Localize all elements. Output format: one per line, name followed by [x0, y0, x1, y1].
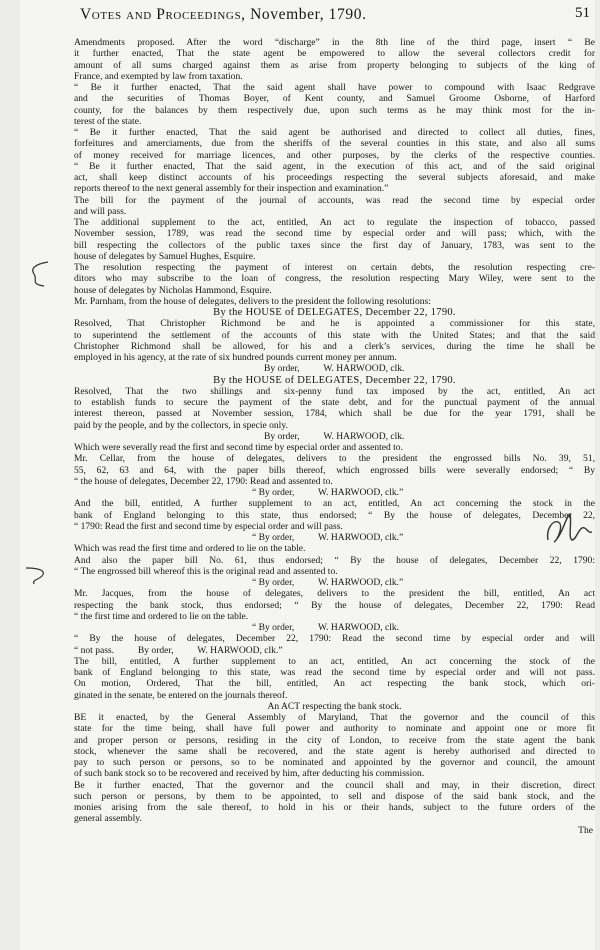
- text-line: such person or persons, by them to be appointed, to sell and dispose of the said bank stock, and the: [74, 790, 595, 802]
- text-line: Which was read the first time and ordered to lie on the table.: [74, 543, 306, 555]
- text-line: “ the first time and ordered to lie on the table.: [74, 610, 249, 622]
- margin-hook-mark: [22, 564, 52, 588]
- text-line: Mr. Parnham, from the house of delegates, delivers to the president the following resolutions:: [74, 295, 431, 307]
- text-line: “ By the house of delegates, December 22, 1790: Read the second time by especial order and will: [74, 633, 595, 645]
- running-title-main: Votes and Proceedings,: [80, 6, 246, 23]
- text-line: Christopher Richmond shall be allowed, for his and a clerk’s services, during the time he shall be: [74, 340, 595, 352]
- section-heading: By the HOUSE of DELEGATES, December 22, 1790.: [213, 307, 456, 318]
- text-line: bank of England belonging to this state, was read the second time by especial order and will not pass.: [74, 667, 595, 678]
- text-line: county, for the balances by them respectively due, upon such terms as he may think most for the in-: [74, 104, 595, 116]
- signature-line: “ By order, W. HARWOOD, clk.”: [252, 532, 404, 543]
- text-line: And also the paper bill No. 61, thus endorsed; “ By the house of delegates, December 22, 1790:: [74, 554, 595, 566]
- text-line: amount of all sums charged against them as arise from property belonging to subjects of the king of: [74, 59, 595, 71]
- text-line: “ Be it further enacted, That the said agent shall have power to compound with Isaac Redgrave: [74, 82, 595, 93]
- signature-line: By order, W. HARWOOD, clk.: [264, 363, 405, 375]
- act-title: An ACT respecting the bank stock.: [267, 700, 402, 712]
- text-line: The bill for the payment of the journal of accounts, was read the second time by especial order: [74, 194, 595, 206]
- text-line: pay to such person or persons, so to be nominated and appointed by the governor and council, the amount: [74, 757, 595, 768]
- text-line: 55, 62, 63 and 64, with the paper bills thereof, which engrossed bills were severally endorsed; “ By: [74, 464, 595, 476]
- text-line: reports thereof to the next general assembly for their inspection and examination.”: [74, 183, 389, 195]
- signature-line: By order, W. HARWOOD, clk.: [264, 430, 405, 442]
- section-heading: By the HOUSE of DELEGATES, December 22, 1790.: [213, 374, 456, 386]
- text-line: “ the house of delegates, December 22, 1790: Read and assented to.: [74, 475, 333, 487]
- text-line: France, and exempted by law from taxation.: [74, 70, 243, 82]
- text-line: stock, whenever the same shall be recovered, and the state agent is hereby authorised and directed to: [74, 745, 595, 757]
- body-text: [74, 37, 595, 836]
- text-line: Mr. Cellar, from the house of delegates, delivers to the president the engrossed bills No. 39, 51,: [74, 453, 595, 465]
- running-title: [80, 6, 367, 24]
- page-header: [72, 4, 592, 24]
- text-line: November session, 1789, was read the second time by especial order and will pass; which, with the: [74, 228, 595, 240]
- text-line: Resolved, That the two shillings and six-penny fund tax imposed by the act, entitled, An act: [74, 385, 595, 397]
- text-line: and will pass.: [74, 205, 127, 217]
- text-line: “ Be it further enacted, That the said agent be authorised and directed to collect all duties, fines,: [74, 127, 595, 138]
- text-line: Which were severally read the first and second time by especial order and assented to.: [74, 442, 403, 453]
- text-line: The bill, entitled, A further supplement to an act, entitled, An act concerning the stock of the: [74, 655, 595, 667]
- text-line: The resolution respecting the payment of interest on certain debts, the resolution respecting cre-: [74, 262, 595, 273]
- text-line: and the securities of Thomas Boyer, of Kent county, and Samuel Groome Osborne, of Harford: [74, 93, 595, 105]
- text-line: to superintend the settlement of the accounts of this state with the United States; and that the said: [74, 329, 595, 341]
- text-line: general assembly.: [74, 813, 142, 825]
- text-line: employed in his agency, at the rate of six hundred pounds current money per annum.: [74, 352, 397, 363]
- signature-line: “ By order, W. HARWOOD, clk.”: [252, 577, 404, 588]
- margin-bracket-mark: [22, 260, 52, 288]
- signature-line: “ By order, W. HARWOOD, clk.: [252, 622, 400, 633]
- text-line: it further enacted, That the state agent be empowered to allow the several collectors credit for: [74, 48, 595, 60]
- text-line: paid by the people, and by the collectors, in specie only.: [74, 419, 288, 431]
- text-line: interest thereon, passed at November session, 1784, which shall be due for the year 1791, shall be: [74, 408, 595, 420]
- text-line: BE it enacted, by the General Assembly of Maryland, That the governor and the council of this: [74, 712, 595, 723]
- text-line: house of delegates by Samuel Hughes, Esquire.: [74, 250, 256, 262]
- text-line: respecting the bank stock, thus endorsed; “ By the house of delegates, December 22, 1790: Read: [74, 599, 595, 611]
- text-line: of such bank stock so to be recovered and received by him, after deducting his commission.: [74, 768, 425, 780]
- signature-line: “ By order, W. HARWOOD, clk.”: [252, 487, 404, 498]
- text-line: and proper person or persons, residing in the city of London, to receive from the state agent the bank: [74, 734, 595, 746]
- catchword: The: [578, 824, 593, 836]
- text-line: “ Be it further enacted, That the said agent, in the execution of this act, and of the said original: [74, 160, 595, 172]
- text-line: monies arising from the sale thereof, to hold in his or their hands, subject to the future orders of the: [74, 802, 595, 813]
- text-line: Be it further enacted, That the governor and the council shall and may, in their discretion, direct: [74, 779, 595, 791]
- text-line: forfeitures and amerciaments, due from the sheriffs of the several counties in this state, and also all sums: [74, 138, 595, 150]
- text-line: “ 1790: Read the first and second time by especial order and will pass.: [74, 520, 343, 532]
- document-page: [20, 0, 595, 950]
- margin-handwritten-mark: [538, 510, 598, 550]
- text-line: bank of England belonging to this state, thus endorsed; “ By the house of delegates, December 22,: [74, 509, 595, 521]
- page-number: 51: [575, 5, 590, 21]
- running-title-date: November, 1790.: [245, 6, 367, 23]
- text-line: The additional supplement to the act, entitled, An act to regulate the inspection of tobacco, passed: [74, 217, 595, 228]
- text-line: bill respecting the collectors of the public taxes since the first day of January, 1783, was sent to the: [74, 239, 595, 251]
- text-line: Mr. Jacques, from the house of delegates, delivers to the president the bill, entitled, An act: [74, 588, 595, 600]
- text-line: of money received for marriage licences, and other purposes, by the clerks of the respective counties.: [74, 149, 595, 161]
- text-line: Amendments proposed. After the word “discharge” in the 8th line of the third page, insert “ Be: [74, 37, 595, 48]
- text-line: to establish funds to secure the payment of the state debt, and for the punctual payment of the annual: [74, 397, 595, 408]
- text-line: house of delegates by Nicholas Hammond, Esquire.: [74, 284, 272, 296]
- text-line: “ The engrossed bill whereof this is the original read and assented to.: [74, 565, 338, 577]
- text-line: And the bill, entitled, A further supplement to an act, entitled, An act concerning the stock in the: [74, 498, 595, 510]
- text-line: ginated in the senate, be entered on the journals thereof.: [74, 689, 288, 701]
- text-line: ditors who may subscribe to the loan of congress, the resolution respecting Mary Wiley, were sent to the: [74, 273, 595, 285]
- text-line: Resolved, That Christopher Richmond be and he is appointed a commissioner for this state,: [74, 318, 595, 330]
- text-line: On motion, Ordered, That the bill, entitled, An act respecting the bank stock, which ori-: [74, 678, 595, 690]
- text-line: act, shall keep distinct accounts of his proceedings respecting the several subjects aforesaid, and make: [74, 172, 595, 183]
- text-line: terest of the state.: [74, 115, 142, 127]
- text-line: state for the time being, shall have full power and authority to nominate and appoint one or more fit: [74, 723, 595, 735]
- signature-line: “ not pass. By order, W. HARWOOD, clk.”: [74, 644, 283, 656]
